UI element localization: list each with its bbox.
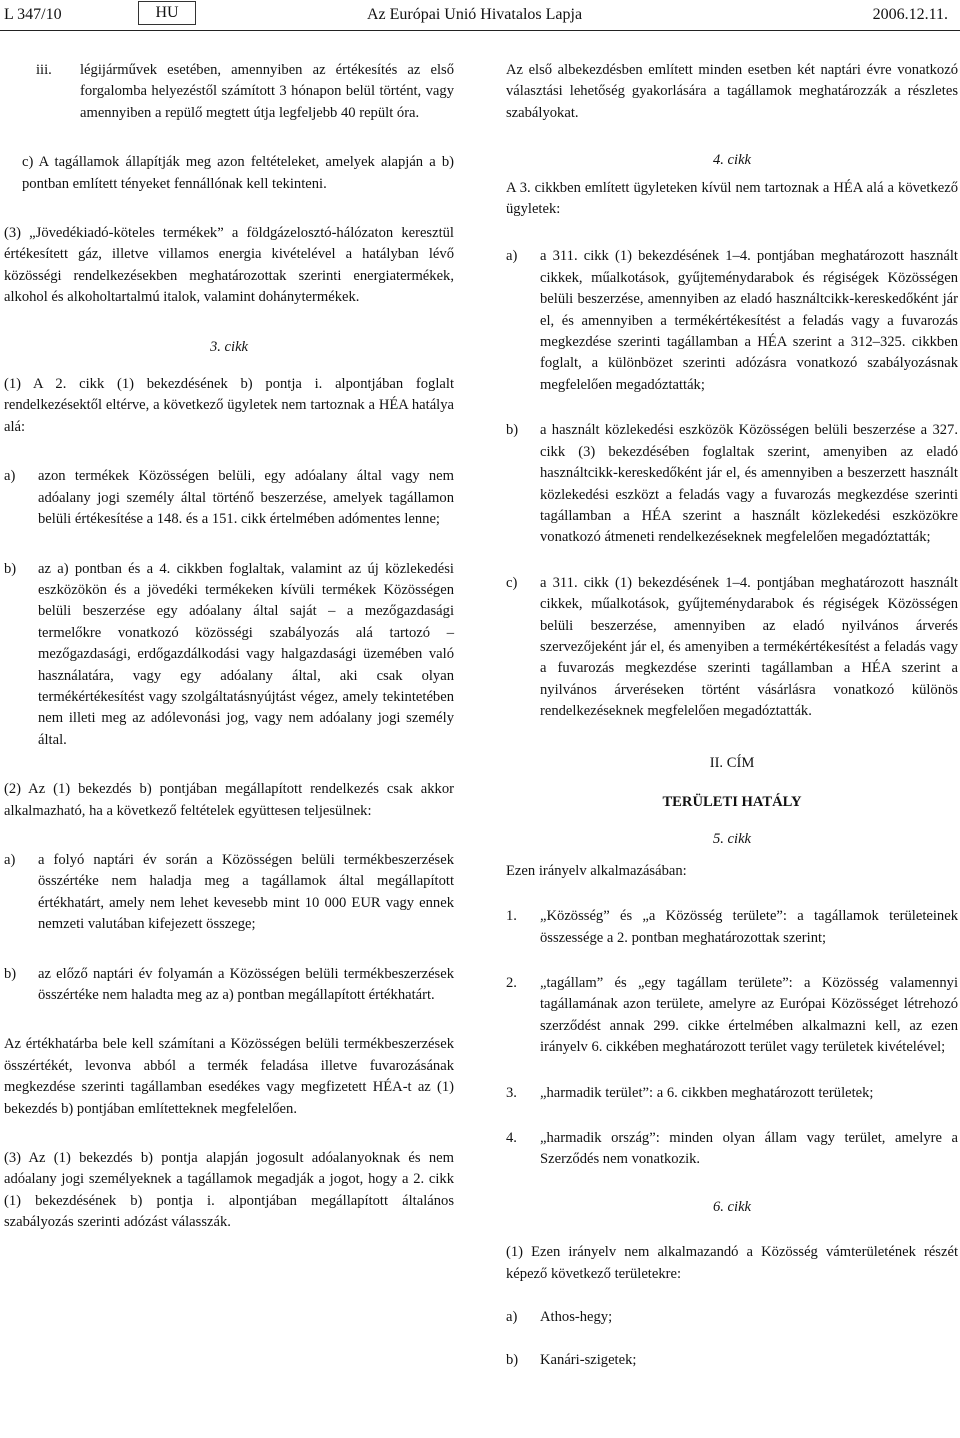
item-letter: a) bbox=[506, 1309, 518, 1326]
item-letter: c) bbox=[506, 574, 518, 591]
item-text: az a) pontban és a 4. cikkben foglaltak, valamint az új közlekedési eszközökön és a jövedéki termékeken kívüli termékek Közösségen belüli beszerzése egy adóalany által saját – a mezőgazdasági termelőkre vonatkozó közösségi szabályozás alá tartozó – mezőgazdasági, erdőgazdálkodási vagy halgazdasági üzemében való használatára, vagy egy adóalany által, aki csak olyan termékértékesítést vagy szolgáltatásnyújtást végez, amely tekintetében nem illeti meg az adólevonási jog, vagy nem adóalany jogi személy által. bbox=[38, 560, 454, 748]
item-text: „harmadik ország”: minden olyan állam vagy terület, amelyre a Szerződés nem vonatkozik. bbox=[540, 1130, 958, 1168]
item-text: a 311. cikk (1) bekezdésének 1–4. pontjában meghatározott használt cikkek, műalkotások, gyűjteménydarabok és régiségek Közösségen belüli beszerzése, amennyiben az eladó használtcikk-kereskedőként jár el, és amennyiben a termékértékesítést a feladás vagy a fuvarozás megkezdése szerinti tagállamban a HÉA szerint a 312–325. cikkben foglalt, a különbözet szerinti adózásra vonatkozó szabályozásnak megfelelően megadóztatták; bbox=[540, 248, 958, 393]
list-item bbox=[506, 973, 958, 1059]
article-title: 6. cikk bbox=[712, 1198, 752, 1215]
item-number: 1. bbox=[506, 908, 517, 925]
item-text: „Közösség” és „a Közösség területe”: a tagállamok területeinek összessége a 2. pontban meghatározottak szerint; bbox=[540, 908, 958, 946]
list-item bbox=[4, 60, 454, 124]
item-letter: a) bbox=[4, 468, 16, 485]
right-column bbox=[506, 60, 958, 1372]
list-item bbox=[4, 964, 454, 1007]
list-item bbox=[506, 246, 958, 396]
left-column bbox=[4, 60, 454, 1234]
item-text: „tagállam” és „egy tagállam területe”: a Közösség valamennyi tagállamának azon területe, amelyre az Európai Közösséget létrehozó szerződést annak 299. cikke értelmében alkalmazni kell, az ezen irányelv 6. cikkében meghatározott terület vagy területek kivételével; bbox=[540, 975, 958, 1056]
paragraph: Az első albekezdésben említett minden esetben két naptári évre vonatkozó választási lehetőség gyakorlására a tagállamok meghatározzák a részletes szabályokat. bbox=[506, 62, 958, 121]
item-text: „harmadik terület”: a 6. cikkben meghatározott területek; bbox=[540, 1084, 874, 1101]
list-item bbox=[4, 466, 454, 530]
item-text: a használt közlekedési eszközök Közösségen belüli beszerzése a 327. cikk (3) bekezdésében foglaltak szerint, amenyiben az eladó használtcikk-kereskedőként jár el, és amennyiben a beszerzett használt közlekedési eszközt a feladás vagy a fuvarozás megkezdése szerinti tagállamban a HÉA szerint a használt közlekedési eszközökre vonatkozó átmeneti rendelkezéseknek megfelelően megadóztatták; bbox=[540, 422, 958, 546]
item-letter: b) bbox=[506, 1352, 519, 1369]
item-number: 3. bbox=[506, 1084, 517, 1101]
item-text: azon termékek Közösségen belüli, egy adóalany által vagy nem adóalany jogi személy által történő beszerzése, amelyek tagállamon belüli értékesítése a 148. és a 151. cikk értelmében adómentes lenne; bbox=[38, 468, 454, 528]
item-number: iii. bbox=[36, 62, 52, 78]
paragraph: (1) A 2. cikk (1) bekezdésének b) pontja i. alpontjában foglalt rendelkezésektől eltérve, a következő ügyletek nem tartoznak a HÉA hatálya alá: bbox=[4, 376, 454, 435]
item-text: a 311. cikk (1) bekezdésének 1–4. pontjában meghatározott használt cikkek, műalkotások, gyűjteménydarabok és régiségek Közösségen belüli beszerzése, amennyiben az eladó nyilvános árverés szervezőjeként jár el, és amenyiben a termékértékesítést a feladás vagy a fuvarozás megkezdése szerinti tagállamban a HÉA szerint a nyilvános árveréseken történt vásárlásra vonatkozó különös rendelkezéseknek megfelelően megadóztatták. bbox=[540, 574, 958, 720]
title-heading: II. CÍM bbox=[709, 754, 755, 771]
item-letter: a) bbox=[506, 248, 518, 265]
paragraph: A 3. cikkben említett ügyleteken kívül nem tartoznak a HÉA alá a következő ügyletek: bbox=[506, 179, 958, 218]
paragraph: c) A tagállamok állapítják meg azon feltételeket, amelyek alapján a b) pontban említett tényeket fennállónak kell tekinteni. bbox=[22, 154, 454, 192]
item-letter: a) bbox=[4, 851, 16, 868]
item-letter: b) bbox=[506, 422, 519, 439]
item-number: 4. bbox=[506, 1130, 517, 1147]
paragraph: Az értékhatárba bele kell számítani a Közösségen belüli termékbeszerzések összértékét, levonva abból a termék feladása illetve fuvarozásának megkezdése szerinti tagállamban esedékes vagy megfizetett HÉA-t az (1) bekezdés b) pontjában említetteknek megfelelően. bbox=[4, 1036, 454, 1117]
item-text: Athos-hegy; bbox=[540, 1309, 613, 1326]
item-text: az előző naptári év folyamán a Közösségen belüli termékbeszerzések összértéke nem haladta meg az a) pontban megállapított értékhatárt. bbox=[38, 965, 454, 1003]
list-item bbox=[506, 420, 958, 548]
article-title: 4. cikk bbox=[712, 152, 752, 169]
paragraph: Ezen irányelv alkalmazásában: bbox=[506, 862, 687, 879]
paragraph: (1) Ezen irányelv nem alkalmazandó a Közösség vámterületének részét képező következő területekre: bbox=[506, 1244, 958, 1282]
item-text: légijárművek esetében, amennyiben az értékesítés az első forgalomba helyezéstől számított 3 hónapon belül történt, vagy amennyiben a repülő megtett útja legfeljebb 40 repült óra. bbox=[80, 62, 454, 121]
item-text: a folyó naptári év során a Közösségen belüli termékbeszerzések összértéke nem haladja meg a tagállamok által megállapított értékhatárt, amely nem lehet kevesebb mint 10 000 EUR vagy ennek nemzeti valutában kifejezett összege; bbox=[38, 851, 454, 933]
item-text: Kanári-szigetek; bbox=[540, 1352, 637, 1369]
language-box: HU bbox=[138, 1, 196, 25]
list-item bbox=[4, 850, 454, 936]
item-letter: b) bbox=[4, 965, 17, 982]
item-letter: b) bbox=[4, 560, 17, 577]
article-title: 3. cikk bbox=[209, 338, 249, 355]
list-item bbox=[506, 1307, 958, 1328]
list-item bbox=[4, 559, 454, 752]
page-reference: L 347/10 bbox=[4, 6, 62, 23]
item-number: 2. bbox=[506, 975, 517, 991]
page-header bbox=[0, 0, 960, 31]
issue-date: 2006.12.11. bbox=[872, 6, 948, 23]
list-item bbox=[506, 906, 958, 949]
article-title: 5. cikk bbox=[712, 831, 752, 848]
list-item bbox=[506, 573, 958, 723]
list-item bbox=[506, 1350, 958, 1371]
list-item bbox=[506, 1083, 958, 1104]
journal-title: Az Európai Unió Hivatalos Lapja bbox=[367, 6, 583, 23]
paragraph: (3) Az (1) bekezdés b) pontja alapján jogosult adóalanyoknak és nem adóalany jogi személyeknek a tagállamok megadják a jogot, hogy a 2. cikk (1) bekezdésének b) pontja i. alpontjában megállapított általános szabályozás szerinti adózást válasszák. bbox=[4, 1150, 454, 1231]
list-item bbox=[506, 1128, 958, 1171]
title-name: TERÜLETI HATÁLY bbox=[662, 793, 802, 810]
paragraph: (3) „Jövedékiadó-köteles termékek” a földgázelosztó-hálózaton keresztül értékesített gáz, illetve villamos energia kivételével a hatályban lévő közösségi rendelkezésekben meghatározottak szerinti energiatermékek, alkohol és alkoholtartalmú italok, valamint dohánytermékek. bbox=[4, 225, 454, 306]
paragraph: (2) Az (1) bekezdés b) pontjában megállapított rendelkezés csak akkor alkalmazható, ha a következő feltételek együttesen teljesülnek: bbox=[4, 781, 454, 819]
